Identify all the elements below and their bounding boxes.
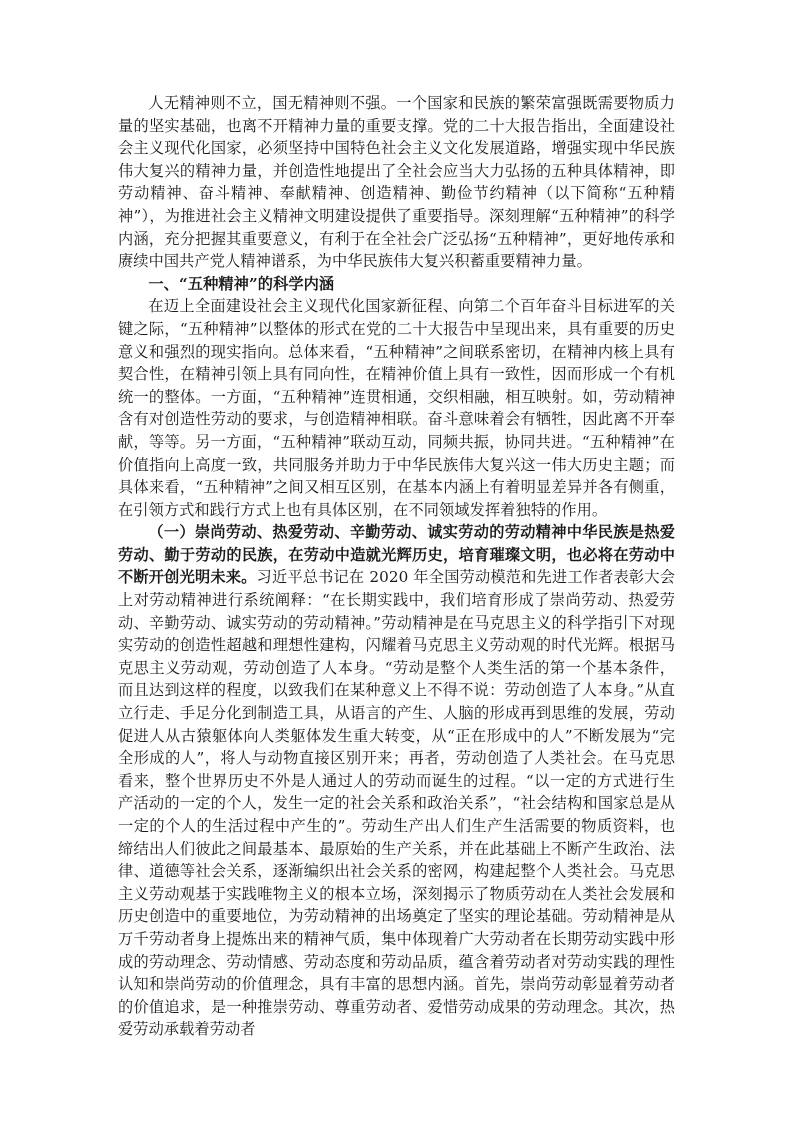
section-heading: 一、“五种精神”的科学内涵	[148, 274, 335, 293]
subsection-body-text: 习近平总书记在 2020 年全国劳动模范和先进工作者表彰大会上对劳动精神进行系统阐释：“在长期实践中，我们培育形成了崇尚劳动、热爱劳动、辛勤劳动、诚实劳动的劳动精神。”劳动精神是在马克思主义的科学指引下对现实劳动的创造性超越和理想性建构，闪耀着马克思主义劳动观的时代光辉。根据马克思主义劳动观，劳动创造了人本身。“劳动是整个人类生活的第一个基本条件，而且达到这样的程度，以致我们在某种意义上不得不说：劳动创造了人本身。”从直立行走、手足分化到制造工具，从语言的产生、人脑的形成再到思维的发展，劳动促进人从古猿躯体向人类躯体发生重大转变，从“正在形成中的人”不断发展为“完全形成的人”，将人与动物直接区别开来；再者，劳动创造了人类社会。在马克思看来，整个世界历史不外是人通过人的劳动而诞生的过程。“以一定的方式进行生产活动的一定的个人，发生一定的社会关系和政治关系”，“社会结构和国家总是从一定的个人的生活过程中产生的”。劳动生产出人们生产生活需要的物质资料，也缔结出人们彼此之间最基本、最原始的生产关系，并在此基础上不断产生政治、法律、道德等社会关系，逐渐编织出社会关系的密网，构建起整个人类社会。马克思主义劳动观基于实践唯物主义的根本立场，深刻揭示了物质劳动在人类社会发展和历史创造中的重要地位，为劳动精神的出场奠定了坚实的理论基础。劳动精神是从万千劳动者身上提炼出来的精神气质，集中体现着广大劳动者在长期劳动实践中形成的劳动理念、劳动情感、劳动态度和劳动品质，蕴含着劳动者对劳动实践的理性认知和崇尚劳动的价值理念，具有丰富的思想内涵。首先，崇尚劳动彰显着劳动者的价值追求，是一种推崇劳动、尊重劳动者、爱惜劳动成果的劳动理念。其次，热爱劳动承载着劳动者	[118, 568, 675, 1039]
section-paragraph: 在迈上全面建设社会主义现代化国家新征程、向第二个百年奋斗目标进军的关键之际，“五种精神”以整体的形式在党的二十大报告中呈现出来，具有重要的历史意义和强烈的现实指向。总体来看，“五种精神”之间联系密切，在精神内核上具有契合性，在精神引领上具有同向性，在精神价值上具有一致性，因而形成一个有机统一的整体。一方面，“五种精神”连贯相通，交织相融，相互映射。如，劳动精神含有对创造性劳动的要求，与创造精神相联。奋斗意味着会有牺牲，因此离不开奉献，等等。另一方面，“五种精神”联动互动，同频共振，协同共进。“五种精神”在价值指向上高度一致，共同服务并助力于中华民族伟大复兴这一伟大历史主题；而具体来看，“五种精神”之间又相互区别，在基本内涵上有着明显差异并各有侧重，在引领方式和践行方式上也有具体区别，在不同领域发挥着独特的作用。	[118, 297, 675, 519]
subsection-paragraph	[118, 521, 675, 1041]
subsection-bold-lead: （一）崇尚劳动、热爱劳动、辛勤劳动、诚实劳动的劳动精神中华民族是热爱劳动、勤于劳动的民族，在劳动中造就光辉历史，培育璀璨文明，也必将在劳动中不断开创光明未来。	[118, 523, 675, 587]
document-page	[118, 92, 675, 1041]
intro-paragraph: 人无精神则不立，国无精神则不强。一个国家和民族的繁荣富强既需要物质力量的坚实基础，也离不开精神力量的重要支撑。党的二十大报告指出，全面建设社会主义现代化国家，必须坚持中国特色社会主义文化发展道路，增强实现中华民族伟大复兴的精神力量，并创造性地提出了全社会应当大力弘扬的五种具体精神，即劳动精神、奋斗精神、奉献精神、创造精神、勤俭节约精神（以下简称“五种精神”），为推进社会主义精神文明建设提供了重要指导。深刻理解“五种精神”的科学内涵，充分把握其重要意义，有利于在全社会广泛弘扬“五种精神”，更好地传承和赓续中国共产党人精神谱系，为中华民族伟大复兴积蓄重要精神力量。	[118, 94, 675, 271]
